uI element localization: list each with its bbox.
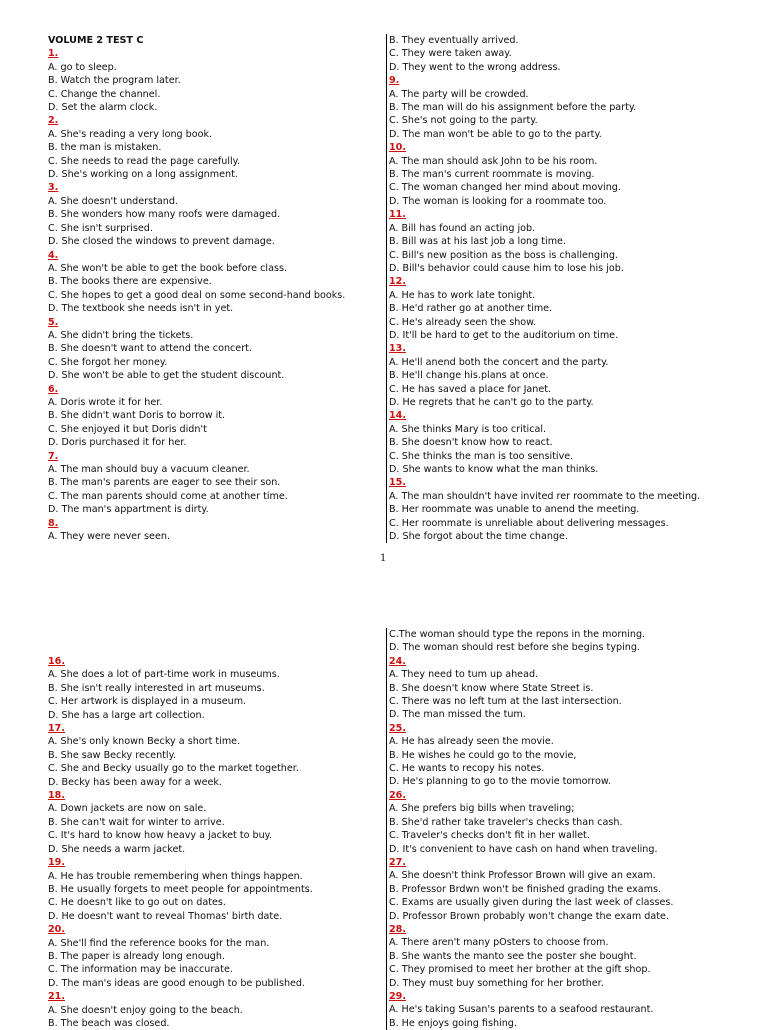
- answer-option: B. He'll change his.plans at once.: [389, 370, 549, 382]
- answer-option: B. She saw Becky recently.: [48, 749, 176, 761]
- question-number: 5.: [48, 316, 59, 328]
- answer-option: B. They eventually arrived.: [389, 35, 519, 46]
- answer-option: B. Her roommate was unable to anend the meeting.: [389, 504, 640, 516]
- question-number: 19.: [48, 857, 65, 869]
- answer-option: C. He has saved a place for Janet.: [389, 383, 552, 395]
- column-1: [48, 34, 388, 543]
- answer-option: C. The information may be inaccurate.: [48, 964, 233, 976]
- answer-option: A. He has already seen the movie.: [389, 736, 554, 748]
- answer-option: D. They went to the wrong address.: [389, 61, 561, 73]
- question-number: 2.: [48, 115, 59, 127]
- question-number: 20.: [48, 924, 65, 936]
- answer-option: D. Doris purchased it for her.: [48, 437, 187, 449]
- answer-option: A. He has to work late tonight.: [389, 289, 536, 301]
- answer-option: A. The man should ask John to be his room.: [389, 155, 598, 167]
- answer-option: D. She wants to know what the man thinks.: [389, 464, 599, 475]
- answer-option: B. He wishes he could go to the movie,: [389, 749, 577, 761]
- column-3: [48, 655, 388, 1030]
- answer-option: B. He'd rather go at another time.: [389, 303, 553, 315]
- answer-option: A. He's taking Susan's parents to a seafood restaurant.: [389, 1004, 654, 1016]
- answer-option: C. He wants to recopy his notes.: [389, 763, 545, 775]
- answer-option: A. The man should buy a vacuum cleaner.: [48, 464, 250, 475]
- answer-option: C. She thinks the man is too sensitive.: [389, 450, 574, 462]
- answer-option: D. The man's appartment is dirty.: [48, 504, 209, 516]
- answer-option: D. He's planning to go to the movie tomorrow.: [389, 776, 611, 788]
- answer-option: C. They were taken away.: [389, 48, 512, 60]
- answer-option: C. It's hard to know how heavy a jacket to buy.: [48, 830, 273, 842]
- answer-option: C. She needs to read the page carefully.: [48, 155, 241, 167]
- answer-option: C. She forgot her money.: [48, 356, 168, 368]
- answer-option: B. She didn't want Doris to borrow it.: [48, 410, 226, 422]
- answer-option: B. She doesn't know where State Street is.: [389, 682, 594, 694]
- answer-option: D. The textbook she needs isn't in yet.: [48, 303, 234, 315]
- answer-option: A. She doesn't think Professor Brown will give an exam.: [389, 870, 656, 882]
- question-number: 26.: [389, 789, 406, 801]
- answer-option: B. He enjoys going fishing.: [389, 1017, 517, 1029]
- answer-option: B. The beach was closed.: [48, 1017, 170, 1029]
- answer-option: D. Professor Brown probably won't change the exam date.: [389, 910, 669, 922]
- answer-option: C. He's already seen the show.: [389, 316, 537, 328]
- answer-option: D. The man's ideas are good enough to be published.: [48, 977, 306, 989]
- question-number: 18.: [48, 790, 65, 802]
- answer-option: C.The woman should type the repons in the morning.: [389, 629, 646, 640]
- answer-option: A. She doesn't enjoy going to the beach.: [48, 1004, 243, 1016]
- answer-option: C. Traveler's checks don't fit in her wallet.: [389, 830, 590, 842]
- question-number: 11.: [389, 209, 406, 221]
- answer-option: A. He has trouble remembering when things happen.: [48, 870, 303, 882]
- answer-option: B. The man will do his assignment before the party.: [389, 102, 637, 114]
- column-4: [386, 628, 729, 1030]
- question-number: 21.: [48, 991, 65, 1003]
- question-number: 29.: [389, 990, 406, 1002]
- answer-option: D. She closed the windows to prevent damage.: [48, 236, 275, 248]
- answer-option: A. She didn't bring the tickets.: [48, 329, 194, 341]
- answer-option: C. The woman changed her mind about moving.: [389, 182, 621, 194]
- answer-option: C. They promised to meet her brother at the gift shop.: [389, 964, 651, 976]
- answer-option: C. She isn't surprised.: [48, 222, 153, 234]
- answer-option: A. Down jackets are now on sale.: [48, 803, 207, 815]
- answer-option: D. The man won't be able to go to the party.: [389, 128, 602, 140]
- answer-option: B. Professor Brdwn won't be finished grading the exams.: [389, 883, 662, 895]
- answer-option: B. the man is mistaken.: [48, 142, 162, 154]
- answer-option: A. She prefers big bills when traveling;: [389, 803, 575, 815]
- answer-option: A. Doris wrote it for her.: [48, 396, 163, 408]
- page-number: 1: [380, 553, 387, 564]
- answer-option: A. She does a lot of part-time work in museums.: [48, 669, 280, 681]
- question-number: 24.: [389, 655, 406, 667]
- answer-option: B. She wonders how many roofs were damaged.: [48, 209, 281, 221]
- answer-option: B. She doesn't know how to react.: [389, 437, 553, 449]
- test-title: VOLUME 2 TEST C: [48, 35, 144, 46]
- answer-option: A. They were never seen.: [48, 531, 170, 543]
- answer-option: A. She won't be able to get the book before class.: [48, 262, 287, 274]
- answer-option: B. She isn't really interested in art museums.: [48, 682, 265, 694]
- question-number: 9.: [389, 75, 400, 87]
- answer-option: A. They need to tum up ahead.: [389, 669, 539, 681]
- answer-option: B. She wants the manto see the poster she bought.: [389, 950, 637, 962]
- answer-option: C. Her artwork is displayed in a museum.: [48, 696, 247, 708]
- question-number: 17.: [48, 723, 65, 735]
- question-number: 12.: [389, 276, 406, 288]
- answer-option: D. She won't be able to get the student discount.: [48, 370, 285, 382]
- question-number: 15.: [389, 477, 406, 489]
- answer-option: D. Becky has been away for a week.: [48, 776, 222, 788]
- answer-option: B. She can't wait for winter to arrive.: [48, 816, 225, 828]
- answer-option: A. She doesn't understand.: [48, 195, 178, 207]
- answer-option: A. She thinks Mary is too critical.: [389, 423, 547, 435]
- answer-option: D. She's working on a long assignment.: [48, 169, 238, 181]
- answer-option: C. She and Becky usually go to the market together.: [48, 763, 299, 775]
- answer-option: A. He'll anend both the concert and the party.: [389, 356, 609, 368]
- answer-option: C. Exams are usually given during the last week of classes.: [389, 897, 674, 909]
- answer-option: C. He doesn't like to go out on dates.: [48, 897, 226, 909]
- question-number: 14.: [389, 410, 406, 422]
- answer-option: D. He doesn't want to reveal Thomas' birth date.: [48, 910, 283, 922]
- answer-option: C. She enjoyed it but Doris didn't: [48, 423, 207, 435]
- answer-option: D. The man missed the tum.: [389, 709, 526, 721]
- answer-option: D. The woman should rest before she begins typing.: [389, 642, 640, 654]
- answer-option: A. There aren't many pOsters to choose from.: [389, 937, 609, 949]
- question-number: 7.: [48, 450, 59, 462]
- answer-option: A. She's only known Becky a short time.: [48, 736, 241, 748]
- answer-option: D. She has a large art collection.: [48, 709, 205, 721]
- answer-option: D. Set the alarm clock.: [48, 102, 158, 114]
- answer-option: B. Bill was at his last job a long time.: [389, 236, 567, 248]
- question-number: 25.: [389, 722, 406, 734]
- answer-option: C. She's not going to the party.: [389, 115, 538, 127]
- answer-option: B. She doesn't want to attend the concert.: [48, 343, 252, 355]
- question-number: 28.: [389, 923, 406, 935]
- answer-option: B. Watch the program later.: [48, 75, 181, 87]
- answer-option: D. She forgot about the time change.: [389, 531, 569, 543]
- answer-option: B. The man's current roommate is moving.: [389, 169, 595, 181]
- answer-option: B. She'd rather take traveler's checks than cash.: [389, 816, 623, 828]
- question-number: 1.: [48, 48, 59, 60]
- question-number: 16.: [48, 656, 65, 667]
- answer-option: A. Bill has found an acting job.: [389, 222, 536, 234]
- answer-option: A. The party will be crowded.: [389, 88, 529, 100]
- answer-option: D. It'll be hard to get to the auditorium on time.: [389, 329, 619, 341]
- answer-option: C. There was no left tum at the last intersection.: [389, 696, 622, 708]
- column-2: [386, 34, 729, 543]
- answer-option: B. The books there are expensive.: [48, 276, 212, 288]
- answer-option: B. The paper is already long enough.: [48, 950, 226, 962]
- answer-option: B. The man's parents are eager to see their son.: [48, 477, 281, 489]
- question-number: 8.: [48, 517, 59, 529]
- answer-option: A. She's reading a very long book.: [48, 128, 213, 140]
- question-number: 13.: [389, 343, 406, 355]
- answer-option: C. She hopes to get a good deal on some second-hand books.: [48, 289, 346, 301]
- answer-option: B. He usually forgets to meet people for appointments.: [48, 883, 313, 895]
- answer-option: C. Bill's new position as the boss is challenging.: [389, 249, 618, 261]
- question-number: 10.: [389, 142, 406, 154]
- question-number: 3.: [48, 182, 59, 194]
- answer-option: D. It's convenient to have cash on hand when traveling.: [389, 843, 658, 855]
- answer-option: C. The man parents should come at another time.: [48, 490, 288, 502]
- answer-option: A. The man shouldn't have invited rer roommate to the meeting.: [389, 490, 701, 502]
- answer-option: A. go to sleep.: [48, 61, 117, 73]
- answer-option: D. The woman is looking for a roommate too.: [389, 195, 607, 207]
- answer-option: C. Her roommate is unreliable about delivering messages.: [389, 517, 669, 529]
- answer-option: D. She needs a warm jacket.: [48, 843, 186, 855]
- answer-option: D. He regrets that he can't go to the party.: [389, 396, 594, 408]
- question-number: 6.: [48, 383, 59, 395]
- answer-option: D. They must buy something for her brother.: [389, 977, 604, 989]
- answer-option: D. Bill's behavior could cause him to lose his job.: [389, 262, 624, 274]
- question-number: 27.: [389, 856, 406, 868]
- answer-option: A. She'll find the reference books for the man.: [48, 937, 270, 949]
- question-number: 4.: [48, 249, 59, 261]
- answer-option: C. Change the channel.: [48, 88, 161, 100]
